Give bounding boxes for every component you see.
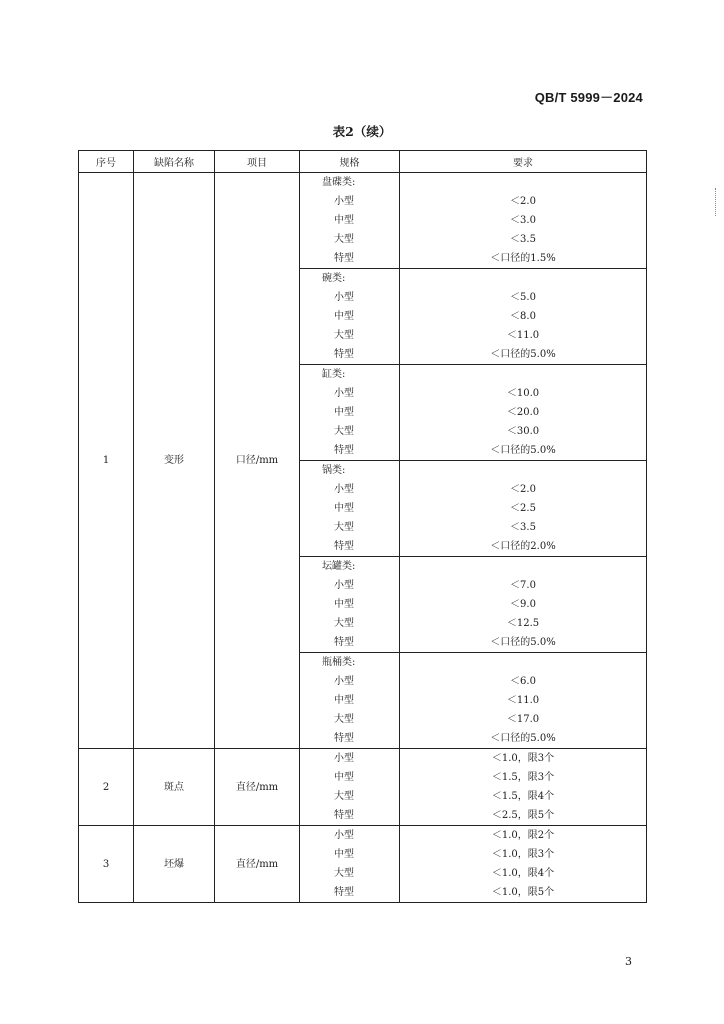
spec-category-label: 碗类: [300,269,400,289]
requirement-cell: ＜30.0 [400,422,647,441]
requirement-cell: ＜1.0，限2个 [400,826,647,846]
scan-edge-marks [715,188,718,216]
spec-size-cell: 中型 [300,499,400,518]
requirement-cell: ＜3.5 [400,230,647,249]
spec-size-cell: 特型 [300,537,400,557]
column-header-defect: 缺陷名称 [134,151,215,173]
requirement-cell: ＜1.5，限4个 [400,787,647,806]
spec-size-cell: 特型 [300,441,400,461]
spec-size-cell: 中型 [300,595,400,614]
spec-size-cell: 特型 [300,729,400,749]
requirement-cell: ＜3.0 [400,211,647,230]
requirement-cell: ＜口径的5.0% [400,441,647,461]
column-header-item: 项目 [215,151,300,173]
table-body [79,173,647,903]
requirement-cell: ＜7.0 [400,576,647,595]
page-number: 3 [625,955,632,968]
spec-size-cell: 中型 [300,211,400,230]
column-header-spec: 规格 [300,151,400,173]
spec-size-cell: 中型 [300,768,400,787]
requirement-cell: ＜2.5 [400,499,647,518]
table-row [79,826,647,846]
requirement-cell [400,653,647,673]
spec-size-cell: 小型 [300,192,400,211]
item-cell: 直径/mm [215,826,300,903]
requirement-cell [400,461,647,481]
requirement-cell: ＜6.0 [400,672,647,691]
spec-size-cell: 小型 [300,384,400,403]
requirement-cell: ＜17.0 [400,710,647,729]
requirement-cell: ＜口径的2.0% [400,537,647,557]
table-row [79,173,647,193]
row-number-cell: 3 [79,826,134,903]
requirement-cell: ＜20.0 [400,403,647,422]
requirement-cell: ＜9.0 [400,595,647,614]
row-number-cell: 2 [79,749,134,826]
requirement-cell: ＜口径的5.0% [400,729,647,749]
spec-size-cell: 中型 [300,403,400,422]
standard-code: QB/T 5999－2024 [534,90,643,105]
spec-size-cell: 特型 [300,883,400,903]
requirement-cell: ＜1.0，限5个 [400,883,647,903]
requirement-cell: ＜口径的5.0% [400,345,647,365]
table-header-row [79,151,647,173]
spec-size-cell: 中型 [300,845,400,864]
requirement-cell [400,269,647,289]
requirement-cell: ＜1.0，限4个 [400,864,647,883]
table-row [79,749,647,769]
spec-size-cell: 大型 [300,787,400,806]
spec-size-cell: 小型 [300,480,400,499]
item-cell: 直径/mm [215,749,300,826]
requirement-cell: ＜2.5，限5个 [400,806,647,826]
row-number-cell: 1 [79,173,134,749]
requirement-cell: ＜12.5 [400,614,647,633]
spec-size-cell: 小型 [300,672,400,691]
spec-category-label: 盘碟类: [300,173,400,193]
item-cell: 口径/mm [215,173,300,749]
spec-size-cell: 中型 [300,691,400,710]
spec-category-label: 瓶桶类: [300,653,400,673]
spec-size-cell: 大型 [300,710,400,729]
requirement-cell: ＜2.0 [400,192,647,211]
spec-size-cell: 小型 [300,576,400,595]
spec-size-cell: 特型 [300,345,400,365]
spec-size-cell: 大型 [300,326,400,345]
requirement-cell: ＜2.0 [400,480,647,499]
spec-size-cell: 小型 [300,826,400,846]
requirement-cell [400,173,647,193]
spec-size-cell: 特型 [300,249,400,269]
defect-name-cell: 斑点 [134,749,215,826]
requirement-cell: ＜1.0，限3个 [400,749,647,769]
spec-category-label: 缸类: [300,365,400,385]
requirement-cell: ＜10.0 [400,384,647,403]
requirement-cell [400,365,647,385]
requirement-cell: ＜3.5 [400,518,647,537]
requirement-cell: ＜口径的1.5% [400,249,647,269]
defect-name-cell: 坯爆 [134,826,215,903]
defect-requirements-table [78,150,647,903]
spec-size-cell: 大型 [300,614,400,633]
spec-size-cell: 大型 [300,230,400,249]
column-header-requirement: 要求 [400,151,647,173]
requirement-cell [400,557,647,577]
requirement-cell: ＜1.5，限3个 [400,768,647,787]
spec-size-cell: 大型 [300,422,400,441]
spec-size-cell: 小型 [300,749,400,769]
requirement-cell: ＜口径的5.0% [400,633,647,653]
spec-category-label: 锅类: [300,461,400,481]
column-header-no: 序号 [79,151,134,173]
spec-size-cell: 大型 [300,864,400,883]
spec-size-cell: 特型 [300,633,400,653]
requirement-cell: ＜8.0 [400,307,647,326]
spec-size-cell: 小型 [300,288,400,307]
spec-category-label: 坛罐类: [300,557,400,577]
spec-size-cell: 大型 [300,518,400,537]
requirement-cell: ＜11.0 [400,326,647,345]
spec-size-cell: 特型 [300,806,400,826]
table-caption: 表2（续） [332,124,392,139]
requirement-cell: ＜5.0 [400,288,647,307]
spec-size-cell: 中型 [300,307,400,326]
requirement-cell: ＜11.0 [400,691,647,710]
requirement-cell: ＜1.0，限3个 [400,845,647,864]
defect-name-cell: 变形 [134,173,215,749]
